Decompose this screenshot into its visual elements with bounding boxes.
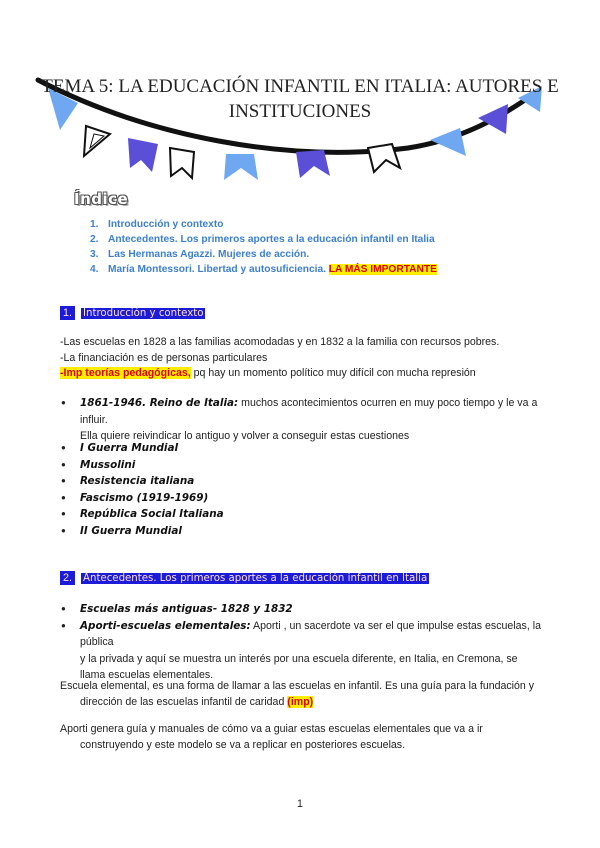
list-item: ● 1861-1946. Reino de Italia: muchos acontecimientos ocurren en muy poco tiempo y le va a influir. Ella quiere reivindicar lo antiguo y volver a conseguir estas cuestiones [60,395,560,445]
list-item: ● Resistencia italiana [60,473,560,490]
antecedents-bullet-list [60,601,560,684]
index-heading: Índice [74,190,129,208]
events-bullet-list [60,440,560,539]
bunting-flag [430,128,466,156]
document-title: TEMA 5: LA EDUCACIÓN INFANTIL EN ITALIA: AUTORES E INSTITUCIONES [41,76,559,122]
imp-highlight: -Imp teorías pedagógicas, [60,367,191,379]
section-heading-2: 2. Antecedentes. Los primeros aportes a la educación infantil en Italia [60,571,429,586]
list-item: ● República Social Italiana [60,506,560,523]
table-of-contents [90,217,530,277]
bunting-flag [128,138,158,172]
bunting-flag [296,150,330,178]
important-badge: LA MÁS IMPORTANTE [328,264,437,275]
list-item: ● Escuelas más antiguas- 1828 y 1832 [60,601,560,618]
paragraph-escuela-elemental: Escuela elemental, es una forma de llamar a las escuelas en infantil. Es una guía para la fundación y dirección de las escuelas infantil de caridad (imp) [60,680,535,708]
page-number: 1 [297,798,303,810]
context-bullet-list [60,395,560,445]
toc-item[interactable]: 3. Las Hermanas Agazzi. Mujeres de acción. [90,249,310,260]
section1-intro: -Las escuelas en 1828 a las familias acomodadas y en 1832 a la familia con recursos pobres. -La financiación es de personas particulares -Imp teorías pedagógicas, pq hay un momento político muy difícil con mucha represión [60,336,500,379]
list-item: ● Mussolini [60,457,560,474]
list-item: ● I Guerra Mundial [60,440,560,457]
section-heading-1: 1. Introducción y contexto [60,306,205,321]
list-item: ● Aporti-escuelas elementales: Aporti , un sacerdote va ser el que impulse estas escuelas, la pública y la privada y aquí se muestra un interés por una escuela diferente, en Italia, en Cremona, se llama escuelas elementales. [60,618,560,684]
list-item: ● II Guerra Mundial [60,523,560,540]
toc-item[interactable]: 1. Introducción y contexto [90,219,224,230]
bunting-flag [170,148,194,178]
toc-item[interactable]: 2. Antecedentes. Los primeros aportes a la educación infantil en Italia [90,234,435,245]
bunting-flag [224,154,258,180]
paragraph-aporti: Aporti genera guía y manuales de cómo va a guiar estas escuelas elementales que va a ir construyendo y este modelo se va a replicar en posteriores escuelas. [60,723,483,751]
toc-item[interactable]: 4. María Montessori. Libertad y autosuficiencia. LA MÁS IMPORTANTE [90,264,437,275]
imp-highlight: (imp) [287,695,314,708]
list-item: ● Fascismo (1919-1969) [60,490,560,507]
